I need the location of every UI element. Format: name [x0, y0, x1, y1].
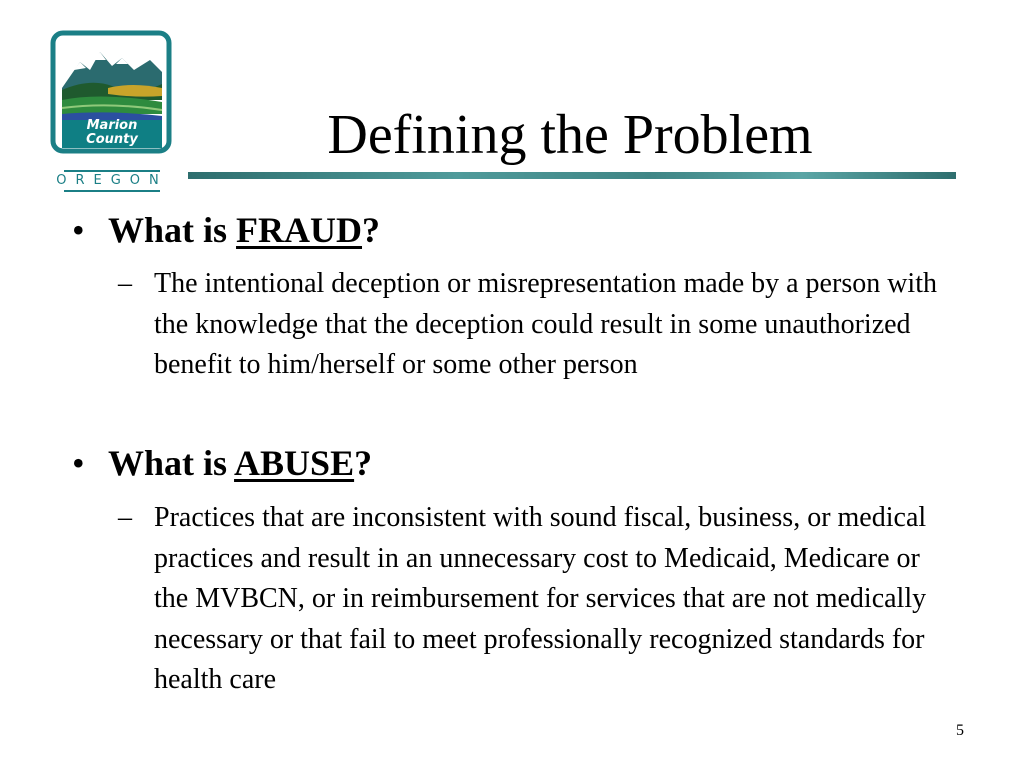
- bullet-prefix: What is: [108, 443, 235, 483]
- logo-wordmark: [64, 119, 160, 147]
- sub-bullet-dash: –: [118, 502, 132, 533]
- logo-line2: County: [86, 132, 138, 147]
- page-number: 5: [956, 722, 964, 739]
- bullet-term: ABUSE: [234, 443, 355, 483]
- bullet-dot: •: [72, 210, 85, 250]
- abuse-definition-text: Practices that are inconsistent with sound fiscal, business, or medical practices and result in an unnecessary cost to Medicaid, Medicare or the MVBCN, or in reimbursement for services that are not medically necessary or that fail to meet professionally recognized standards for health care: [154, 502, 927, 695]
- sub-bullet-dash: –: [118, 268, 132, 299]
- bullet-abuse: [72, 441, 372, 485]
- bullet-suffix: ?: [362, 210, 381, 250]
- bullet-fraud: [72, 208, 380, 252]
- logo-graphic: [50, 30, 174, 194]
- marion-county-logo: [50, 30, 174, 194]
- logo-state: OREGON: [56, 173, 168, 188]
- abuse-definition: [118, 498, 958, 701]
- bullet-dot: •: [72, 443, 85, 483]
- logo-line1: Marion: [86, 118, 138, 133]
- bullet-suffix: ?: [354, 443, 373, 483]
- fraud-definition-text: The intentional deception or misrepresentation made by a person with the knowledge that the deception could result in some unauthorized benefit to him/herself or some other person: [154, 268, 937, 380]
- slide-title: Defining the Problem: [327, 104, 813, 166]
- bullet-term: FRAUD: [236, 210, 363, 250]
- bullet-prefix: What is: [108, 210, 237, 250]
- title-underline-rule: [188, 172, 956, 179]
- fraud-definition: [118, 264, 958, 386]
